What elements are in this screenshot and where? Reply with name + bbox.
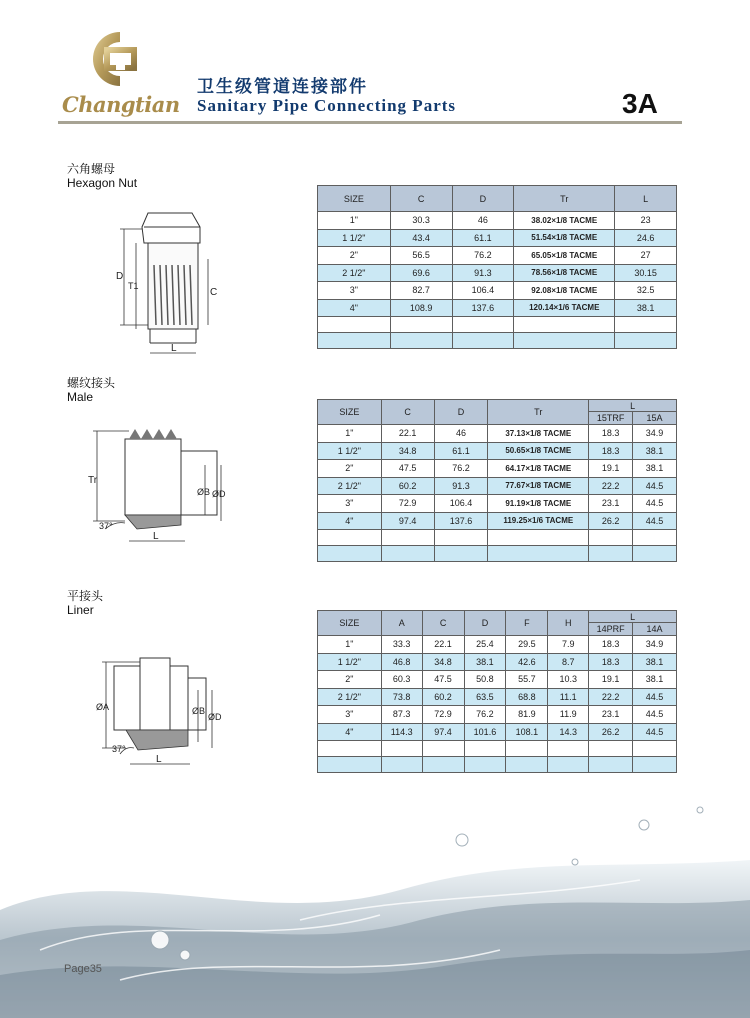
table-cell: 106.4 bbox=[452, 282, 514, 300]
table-cell: 46 bbox=[452, 212, 514, 230]
table-cell: 33.3 bbox=[381, 636, 422, 654]
table-cell: 1 1/2" bbox=[318, 229, 391, 247]
column-header: L bbox=[589, 400, 677, 412]
table-cell-empty bbox=[615, 317, 677, 333]
water-splash-image bbox=[0, 800, 750, 1018]
column-subheader: 15A bbox=[633, 412, 677, 425]
column-header: SIZE bbox=[318, 611, 382, 636]
section-title-cn: 平接头 bbox=[67, 589, 104, 603]
table-cell: 91.3 bbox=[452, 264, 514, 282]
table-row bbox=[318, 671, 677, 689]
table-cell: 22.1 bbox=[422, 636, 464, 654]
table-row bbox=[318, 229, 677, 247]
table-cell: 44.5 bbox=[633, 477, 677, 495]
table-cell: 44.5 bbox=[633, 706, 677, 724]
table-cell: 11.9 bbox=[548, 706, 589, 724]
table-cell-empty bbox=[514, 333, 615, 349]
table-cell-empty bbox=[633, 757, 677, 773]
dim-label-c: C bbox=[210, 287, 218, 298]
table-cell: 11.1 bbox=[548, 688, 589, 706]
table-cell: 47.5 bbox=[422, 671, 464, 689]
hexagon-nut-drawing bbox=[108, 205, 218, 365]
table-cell-empty bbox=[633, 530, 677, 546]
table-cell: 1" bbox=[318, 425, 382, 443]
column-subheader: 15TRF bbox=[589, 412, 633, 425]
table-cell: 7.9 bbox=[548, 636, 589, 654]
table-cell: 34.9 bbox=[633, 425, 677, 443]
table-cell: 19.1 bbox=[589, 671, 633, 689]
table-cell: 2" bbox=[318, 460, 382, 478]
table-cell: 120.14×1/6 TACME bbox=[514, 299, 615, 317]
table-cell-empty bbox=[464, 741, 506, 757]
table-cell: 19.1 bbox=[589, 460, 633, 478]
table-cell: 137.6 bbox=[434, 512, 488, 530]
column-header: A bbox=[381, 611, 422, 636]
brand-wordmark: Changtian bbox=[62, 92, 180, 117]
table-cell: 97.4 bbox=[381, 512, 434, 530]
table-cell: 18.3 bbox=[589, 653, 633, 671]
table-cell: 108.9 bbox=[390, 299, 452, 317]
table-cell: 69.6 bbox=[390, 264, 452, 282]
table-cell: 92.08×1/8 TACME bbox=[514, 282, 615, 300]
table-cell: 27 bbox=[615, 247, 677, 265]
table-cell: 76.2 bbox=[464, 706, 506, 724]
table-cell-empty bbox=[464, 757, 506, 773]
table-row bbox=[318, 723, 677, 741]
table-cell: 1" bbox=[318, 636, 382, 654]
table-cell: 77.67×1/8 TACME bbox=[488, 477, 589, 495]
table-cell: 63.5 bbox=[464, 688, 506, 706]
table-row-empty bbox=[318, 741, 677, 757]
table-cell: 14.3 bbox=[548, 723, 589, 741]
table-cell: 3" bbox=[318, 495, 382, 513]
table-cell: 38.1 bbox=[464, 653, 506, 671]
table-cell-empty bbox=[318, 530, 382, 546]
table-cell: 38.1 bbox=[615, 299, 677, 317]
table-cell-empty bbox=[633, 546, 677, 562]
table-row bbox=[318, 425, 677, 443]
table-cell-empty bbox=[434, 530, 488, 546]
column-header: L bbox=[615, 186, 677, 212]
table-cell: 42.6 bbox=[506, 653, 548, 671]
table-cell-empty bbox=[589, 546, 633, 562]
dim-label-d: ØD bbox=[212, 489, 226, 499]
table-cell: 55.7 bbox=[506, 671, 548, 689]
table-cell: 29.5 bbox=[506, 636, 548, 654]
section-title-cn: 螺纹接头 bbox=[67, 376, 116, 390]
page-number: Page35 bbox=[64, 963, 102, 975]
dim-label-d: D bbox=[116, 271, 124, 282]
section-title-liner bbox=[67, 589, 103, 617]
table-cell: 44.5 bbox=[633, 512, 677, 530]
table-cell-empty bbox=[589, 741, 633, 757]
table-cell: 34.8 bbox=[422, 653, 464, 671]
table-cell: 44.5 bbox=[633, 688, 677, 706]
table-cell: 8.7 bbox=[548, 653, 589, 671]
table-row bbox=[318, 636, 677, 654]
table-cell: 18.3 bbox=[589, 425, 633, 443]
table-cell: 18.3 bbox=[589, 442, 633, 460]
table-cell: 60.2 bbox=[381, 477, 434, 495]
table-cell-empty bbox=[589, 530, 633, 546]
dim-label-l: L bbox=[156, 754, 162, 765]
table-cell: 78.56×1/8 TACME bbox=[514, 264, 615, 282]
table-cell: 2" bbox=[318, 671, 382, 689]
column-header: C bbox=[381, 400, 434, 425]
table-row-empty bbox=[318, 530, 677, 546]
table-row-empty bbox=[318, 317, 677, 333]
liner-table bbox=[317, 610, 677, 773]
table-cell: 38.02×1/8 TACME bbox=[514, 212, 615, 230]
table-row bbox=[318, 495, 677, 513]
table-cell: 26.2 bbox=[589, 723, 633, 741]
table-cell: 106.4 bbox=[434, 495, 488, 513]
column-header: H bbox=[548, 611, 589, 636]
dim-label-l: L bbox=[153, 531, 159, 542]
table-cell: 47.5 bbox=[381, 460, 434, 478]
column-header: Tr bbox=[514, 186, 615, 212]
section-title-en: Male bbox=[67, 390, 94, 404]
table-row bbox=[318, 460, 677, 478]
table-cell: 114.3 bbox=[381, 723, 422, 741]
section-title-en: Hexagon Nut bbox=[67, 176, 138, 190]
table-cell: 18.3 bbox=[589, 636, 633, 654]
table-cell: 137.6 bbox=[452, 299, 514, 317]
table-cell: 22.2 bbox=[589, 688, 633, 706]
table-cell: 24.6 bbox=[615, 229, 677, 247]
table-cell: 34.8 bbox=[381, 442, 434, 460]
table-cell: 65.05×1/8 TACME bbox=[514, 247, 615, 265]
table-cell: 64.17×1/8 TACME bbox=[488, 460, 589, 478]
table-row-empty bbox=[318, 333, 677, 349]
column-header: SIZE bbox=[318, 400, 382, 425]
table-cell: 37.13×1/8 TACME bbox=[488, 425, 589, 443]
table-cell-empty bbox=[514, 317, 615, 333]
table-cell: 44.5 bbox=[633, 723, 677, 741]
table-cell: 32.5 bbox=[615, 282, 677, 300]
table-cell: 10.3 bbox=[548, 671, 589, 689]
table-cell-empty bbox=[390, 333, 452, 349]
table-cell-empty bbox=[452, 333, 514, 349]
dim-label-a: ØA bbox=[96, 702, 110, 712]
table-row-empty bbox=[318, 546, 677, 562]
dim-label-angle: 37° bbox=[99, 521, 113, 531]
table-cell: 4" bbox=[318, 299, 391, 317]
table-cell-empty bbox=[318, 333, 391, 349]
table-row bbox=[318, 477, 677, 495]
table-cell-empty bbox=[390, 317, 452, 333]
table-cell: 2" bbox=[318, 247, 391, 265]
table-cell: 60.2 bbox=[422, 688, 464, 706]
table-cell: 1 1/2" bbox=[318, 653, 382, 671]
table-cell: 30.15 bbox=[615, 264, 677, 282]
column-subheader: 14A bbox=[633, 623, 677, 636]
table-row bbox=[318, 247, 677, 265]
table-cell: 82.7 bbox=[390, 282, 452, 300]
table-cell: 81.9 bbox=[506, 706, 548, 724]
section-title-en: Liner bbox=[67, 603, 94, 617]
table-cell: 26.2 bbox=[589, 512, 633, 530]
table-cell: 76.2 bbox=[434, 460, 488, 478]
page-title: Sanitary Pipe Connecting Parts bbox=[197, 96, 457, 115]
table-cell-empty bbox=[318, 317, 391, 333]
section-title-male bbox=[67, 376, 115, 404]
dim-label-tr: Tr bbox=[88, 475, 98, 486]
table-cell-empty bbox=[633, 741, 677, 757]
table-cell-empty bbox=[434, 546, 488, 562]
table-cell-empty bbox=[488, 530, 589, 546]
table-cell: 2 1/2" bbox=[318, 688, 382, 706]
table-row bbox=[318, 282, 677, 300]
table-cell: 2 1/2" bbox=[318, 264, 391, 282]
table-row bbox=[318, 653, 677, 671]
table-cell-empty bbox=[381, 530, 434, 546]
table-row bbox=[318, 706, 677, 724]
table-cell: 2 1/2" bbox=[318, 477, 382, 495]
table-cell: 44.5 bbox=[633, 495, 677, 513]
table-cell: 51.54×1/8 TACME bbox=[514, 229, 615, 247]
table-cell: 91.19×1/8 TACME bbox=[488, 495, 589, 513]
dim-label-d: ØD bbox=[208, 712, 222, 722]
table-cell: 61.1 bbox=[452, 229, 514, 247]
column-header: C bbox=[422, 611, 464, 636]
table-row bbox=[318, 688, 677, 706]
table-cell-empty bbox=[548, 757, 589, 773]
table-cell: 46.8 bbox=[381, 653, 422, 671]
table-cell: 3" bbox=[318, 706, 382, 724]
column-header: C bbox=[390, 186, 452, 212]
table-cell: 38.1 bbox=[633, 671, 677, 689]
table-cell: 4" bbox=[318, 512, 382, 530]
table-cell: 108.1 bbox=[506, 723, 548, 741]
column-header: D bbox=[464, 611, 506, 636]
table-cell: 25.4 bbox=[464, 636, 506, 654]
table-row-empty bbox=[318, 757, 677, 773]
table-cell: 23.1 bbox=[589, 495, 633, 513]
table-cell: 72.9 bbox=[381, 495, 434, 513]
table-cell: 22.1 bbox=[381, 425, 434, 443]
section-title-cn: 六角螺母 bbox=[67, 162, 116, 176]
table-cell: 23.1 bbox=[589, 706, 633, 724]
section-title-hexagon-nut bbox=[67, 162, 137, 190]
table-cell: 22.2 bbox=[589, 477, 633, 495]
page-title-chinese: 卫生级管道连接部件 bbox=[197, 77, 368, 97]
table-cell: 38.1 bbox=[633, 460, 677, 478]
column-header: L bbox=[589, 611, 677, 623]
table-cell: 23 bbox=[615, 212, 677, 230]
table-row bbox=[318, 299, 677, 317]
table-cell-empty bbox=[318, 546, 382, 562]
table-cell: 119.25×1/6 TACME bbox=[488, 512, 589, 530]
table-cell-empty bbox=[589, 757, 633, 773]
dim-label-l: L bbox=[171, 343, 177, 354]
table-cell-empty bbox=[548, 741, 589, 757]
hexagon-nut-table bbox=[317, 185, 677, 349]
table-cell: 60.3 bbox=[381, 671, 422, 689]
male-table bbox=[317, 399, 677, 562]
table-cell: 1" bbox=[318, 212, 391, 230]
table-cell-empty bbox=[381, 546, 434, 562]
table-cell-empty bbox=[615, 333, 677, 349]
dim-label-angle: 37° bbox=[112, 744, 126, 754]
header-divider bbox=[58, 121, 682, 124]
column-header: Tr bbox=[488, 400, 589, 425]
table-cell: 91.3 bbox=[434, 477, 488, 495]
column-header: D bbox=[452, 186, 514, 212]
table-cell: 50.8 bbox=[464, 671, 506, 689]
column-header: SIZE bbox=[318, 186, 391, 212]
table-row bbox=[318, 442, 677, 460]
table-cell-empty bbox=[318, 757, 382, 773]
table-cell-empty bbox=[488, 546, 589, 562]
table-cell: 4" bbox=[318, 723, 382, 741]
table-cell: 73.8 bbox=[381, 688, 422, 706]
table-cell: 56.5 bbox=[390, 247, 452, 265]
table-cell: 68.8 bbox=[506, 688, 548, 706]
table-cell: 50.65×1/8 TACME bbox=[488, 442, 589, 460]
dim-label-b: ØB bbox=[192, 706, 206, 716]
table-cell: 30.3 bbox=[390, 212, 452, 230]
table-cell-empty bbox=[506, 757, 548, 773]
table-cell: 3" bbox=[318, 282, 391, 300]
table-cell-empty bbox=[381, 757, 422, 773]
table-cell-empty bbox=[381, 741, 422, 757]
table-row bbox=[318, 212, 677, 230]
table-cell: 61.1 bbox=[434, 442, 488, 460]
column-header: F bbox=[506, 611, 548, 636]
column-subheader: 14PRF bbox=[589, 623, 633, 636]
table-cell: 87.3 bbox=[381, 706, 422, 724]
table-cell: 46 bbox=[434, 425, 488, 443]
table-cell-empty bbox=[422, 741, 464, 757]
table-row bbox=[318, 264, 677, 282]
standard-code: 3A bbox=[622, 88, 658, 119]
dim-label-t1: T1 bbox=[128, 281, 139, 291]
male-ferrule-drawing bbox=[85, 425, 235, 555]
table-cell: 97.4 bbox=[422, 723, 464, 741]
table-cell: 1 1/2" bbox=[318, 442, 382, 460]
column-header: D bbox=[434, 400, 488, 425]
table-cell-empty bbox=[506, 741, 548, 757]
table-cell-empty bbox=[452, 317, 514, 333]
table-cell: 34.9 bbox=[633, 636, 677, 654]
liner-drawing bbox=[92, 652, 232, 772]
table-cell: 72.9 bbox=[422, 706, 464, 724]
table-cell: 38.1 bbox=[633, 442, 677, 460]
table-cell: 76.2 bbox=[452, 247, 514, 265]
table-cell-empty bbox=[422, 757, 464, 773]
dim-label-b: ØB bbox=[197, 487, 211, 497]
table-cell-empty bbox=[318, 741, 382, 757]
table-cell: 101.6 bbox=[464, 723, 506, 741]
table-cell: 38.1 bbox=[633, 653, 677, 671]
table-row bbox=[318, 512, 677, 530]
table-cell: 43.4 bbox=[390, 229, 452, 247]
